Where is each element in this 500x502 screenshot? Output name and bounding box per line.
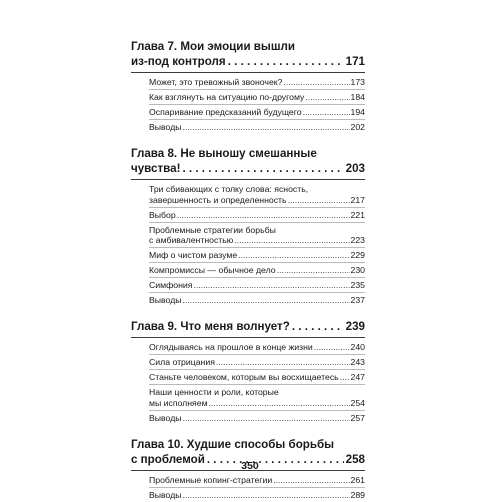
section-title: с амбивалентностью (149, 235, 234, 245)
section-entry (149, 278, 365, 293)
dot-leader (277, 265, 350, 276)
section-title: Наши ценности и роли, которые (149, 387, 279, 397)
dot-leader (183, 122, 350, 133)
chapter-title-text: Глава 8. Не выношу смешанные (131, 147, 317, 160)
toc-chapter-8 (131, 146, 365, 307)
section-entry (149, 340, 365, 355)
chapter-heading (131, 319, 365, 338)
dot-leader (234, 235, 349, 246)
dot-leader (177, 210, 350, 221)
section-page-number: 243 (350, 357, 365, 367)
section-entry (149, 208, 365, 223)
toc-chapter-9 (131, 319, 365, 425)
dot-leader (182, 161, 343, 176)
section-page-number: 257 (350, 412, 365, 423)
section-title: Проблемные копинг-стратегии (149, 474, 273, 485)
section-title: мы исполняем (149, 397, 208, 408)
section-entry (149, 248, 365, 263)
section-list (131, 73, 365, 134)
section-title: Станьте человеком, которым вы восхищаетесь (149, 372, 339, 382)
section-title: Выбор (149, 209, 176, 220)
dot-leader (288, 195, 350, 206)
chapter-title-text: Глава 10. Худшие способы борьбы (131, 437, 335, 451)
section-entry (149, 263, 365, 278)
section-entry (149, 223, 365, 249)
section-title: завершенность и определенность (149, 194, 287, 205)
section-entry (149, 355, 365, 370)
section-title: Может, это тревожный звоночек? (149, 77, 283, 87)
section-page-number: 235 (350, 280, 365, 290)
section-entry (149, 105, 365, 120)
chapter-page-number: 239 (345, 320, 365, 333)
dot-leader (283, 77, 349, 88)
section-entry (149, 370, 365, 385)
section-entry (149, 473, 365, 488)
chapter-title-line (131, 39, 365, 54)
section-page-number: 184 (350, 92, 365, 102)
dot-leader (305, 92, 349, 103)
dot-leader (273, 475, 349, 486)
chapter-title-text: Глава 9. Что меня волнует? (131, 320, 290, 333)
section-page-number: 223 (350, 235, 365, 245)
section-title: Выводы (149, 122, 182, 132)
section-title: Сила отрицания (149, 357, 215, 367)
dot-leader (193, 280, 349, 291)
section-page-number: 230 (350, 265, 365, 275)
dot-leader (183, 413, 350, 424)
section-entry (149, 293, 365, 307)
section-title: Симфония (149, 280, 193, 290)
dot-leader (292, 319, 344, 334)
dot-leader (183, 490, 350, 501)
section-list (131, 180, 365, 307)
section-entry (149, 182, 365, 208)
chapter-title-line (131, 161, 365, 176)
chapter-title-text: с проблемой (131, 452, 205, 466)
section-page-number: 202 (350, 122, 365, 132)
section-title: Выводы (149, 412, 182, 423)
dot-leader (340, 372, 350, 383)
chapter-title-text: чувства! (131, 162, 181, 175)
chapter-title-text: Глава 7. Мои эмоции вышли (131, 40, 295, 53)
section-title: Компромиссы — обычное дело (149, 265, 276, 275)
section-entry (149, 488, 365, 502)
chapter-page-number: 203 (345, 162, 365, 175)
chapter-title-text: из-под контроля (131, 55, 226, 68)
section-page-number: 221 (350, 209, 365, 220)
section-page-number: 261 (350, 474, 365, 485)
section-title: Проблемные стратегии борьбы (149, 224, 276, 235)
section-entry (149, 90, 365, 105)
page-number: 350 (241, 460, 259, 472)
section-page-number: 237 (350, 295, 365, 305)
section-entry (149, 75, 365, 90)
section-page-number: 173 (350, 77, 365, 87)
chapter-page-number: 258 (345, 452, 365, 466)
dot-leader (238, 250, 349, 261)
section-page-number: 194 (350, 107, 365, 117)
section-title: Миф о чистом разуме (149, 250, 238, 260)
section-title: Выводы (149, 295, 182, 305)
section-entry (149, 120, 365, 134)
dot-leader (314, 342, 350, 353)
chapter-heading (131, 39, 365, 73)
section-title: Оглядываясь на прошлое в конце жизни (149, 342, 313, 352)
table-of-contents (131, 39, 365, 502)
dot-leader (209, 398, 350, 409)
section-page-number: 217 (350, 194, 365, 205)
section-page-number: 289 (350, 489, 365, 500)
dot-leader (216, 357, 350, 368)
toc-chapter-7 (131, 39, 365, 134)
chapter-title-line (131, 319, 365, 334)
section-page-number: 229 (350, 250, 365, 260)
chapter-page-number: 171 (345, 55, 365, 68)
dot-leader (183, 295, 350, 306)
chapter-title-line (131, 437, 365, 452)
section-title: Оспаривание предсказаний будущего (149, 107, 302, 117)
section-page-number: 247 (350, 372, 365, 382)
section-title: Как взглянуть на ситуацию по-другому (149, 92, 305, 102)
chapter-title-line (131, 54, 365, 69)
section-entry (149, 385, 365, 411)
section-title: Три сбивающих с толку слова: ясность, (149, 184, 309, 194)
dot-leader (228, 54, 344, 69)
chapter-title-line (131, 146, 365, 161)
dot-leader (303, 107, 350, 118)
section-entry (149, 411, 365, 425)
section-list (131, 471, 365, 502)
section-list (131, 338, 365, 425)
section-title: Выводы (149, 489, 182, 500)
chapter-heading (131, 146, 365, 180)
section-page-number: 254 (350, 397, 365, 408)
section-page-number: 240 (350, 342, 365, 352)
